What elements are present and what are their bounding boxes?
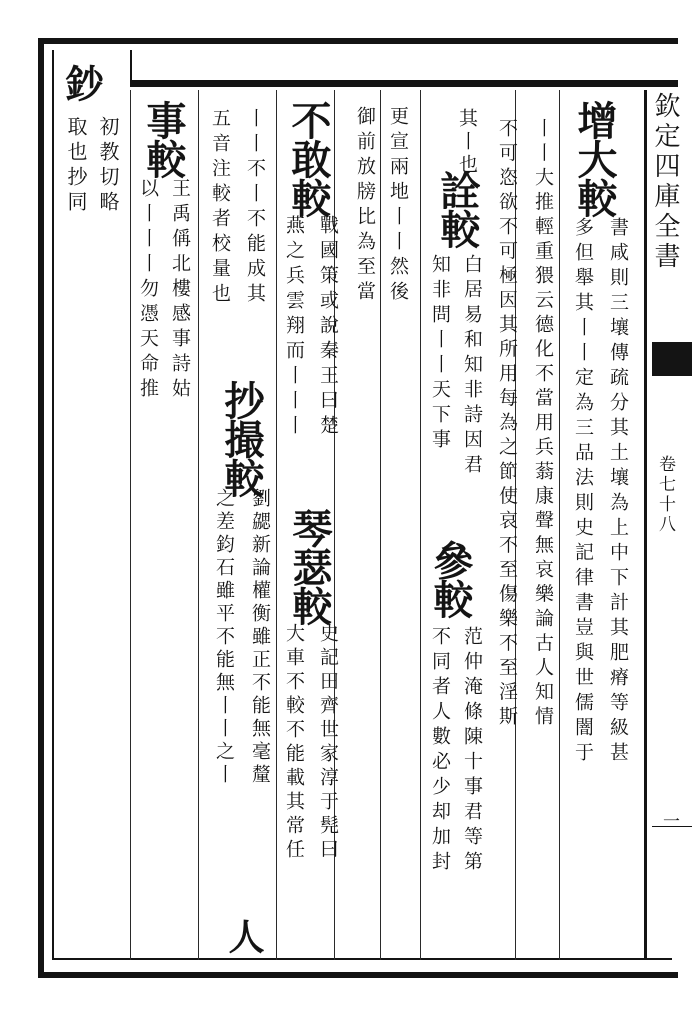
trailing-char: 人 [223,918,265,954]
header-step [130,50,132,87]
text-column: 其丨也 [456,108,478,177]
folio-number: 一 [659,812,679,829]
headword: 抄撮較 [218,380,265,497]
headword: 事較 [140,100,187,178]
text-column: 不同者人數必少却加封 [429,626,451,876]
headword: 不敢較 [285,100,332,217]
header-bar [130,80,678,87]
text-column: 以丨丨丨勿憑天命推 [137,178,159,403]
text-column: 范仲淹條陳十事君等第 [461,626,483,876]
text-column: 知非問丨丨天下事 [429,254,451,454]
fish-tail-mark [652,342,692,376]
gloss-line: 取也抄同 [64,116,88,216]
text-column: 戰國策或說秦王曰楚 [317,215,339,440]
text-column: 劉勰新論權衡雖正不能無毫釐 [249,488,271,787]
text-column: 之差鈞石雖平不能無丨丨之丨 [213,488,235,787]
headword: 琴瑟較 [286,508,333,625]
headword: 增大較 [571,100,618,217]
text-column: 丨丨不丨不能成其 [244,108,266,308]
column-rule [198,90,199,960]
section-headword: 鈔 [59,64,104,102]
text-column: 王禹偁北樓感事詩姑 [169,178,191,403]
right-border [644,90,647,960]
text-column: 更宣兩地丨丨然後 [387,106,409,306]
text-column: 白居易和知非詩因君 [461,254,483,479]
column-rule [130,90,131,960]
text-column: 史記田齊世家淳于髡曰 [317,623,339,863]
text-column: 御前放牓比為至當 [354,106,376,306]
headword: 參較 [427,540,474,618]
gloss-line: 初教切略 [96,116,120,216]
text-column: 燕之兵雲翔而丨丨丨 [283,215,305,440]
text-column: 大車不較不能載其常任 [283,623,305,863]
column-rule [559,90,560,960]
volume-label: 卷七十八 [655,455,675,535]
text-column: 丨丨大推輕重猥云德化不當用兵蓊康聲無哀樂論古人知情 [532,118,554,731]
column-rule [420,90,421,960]
column-rule [276,90,277,960]
text-column: 多但舉其丨丨定為三品法則史記律書豈與世儒闇于 [572,217,594,767]
text-column: 五音注較者校量也 [209,108,231,308]
book-title: 欽定四庫全書 [650,92,680,272]
column-rule [380,90,381,960]
text-column: 不可恣欲不可極因其所用每為之節使哀不至傷樂不至淫斯 [496,118,518,731]
headword: 詮較 [434,170,481,248]
text-column: 書咸則三壤傳疏分其土壤為上中下計其肥瘠等級甚 [607,217,629,767]
